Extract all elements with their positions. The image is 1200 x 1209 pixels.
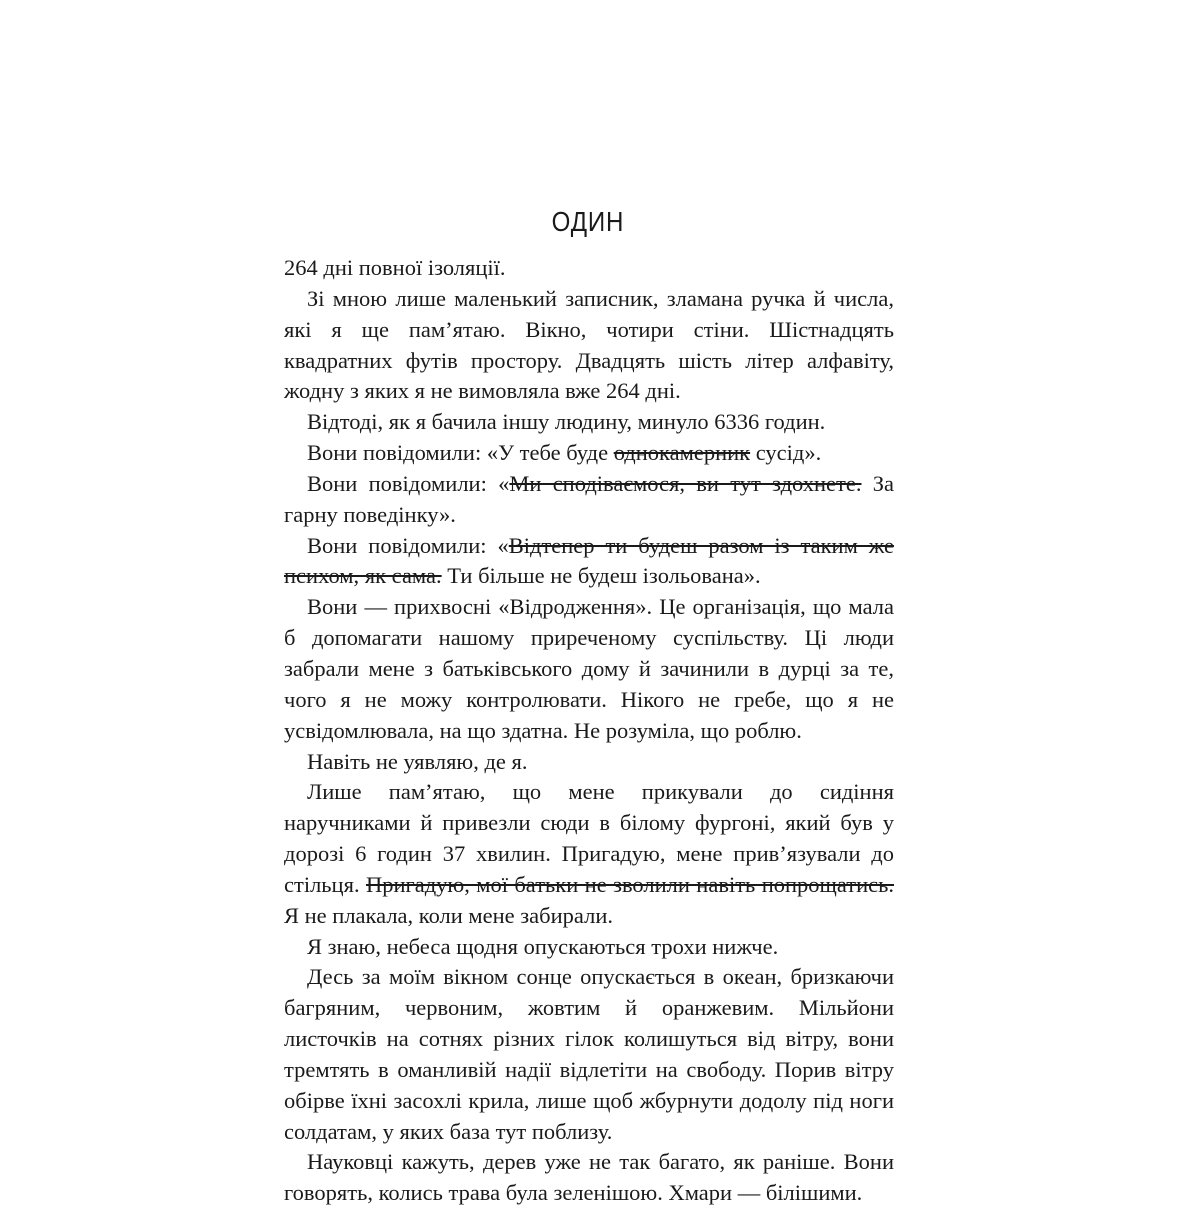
- paragraph-6-text-end: Ти більше не будеш ізольована».: [441, 563, 761, 589]
- paragraph-4-text: Вони повідомили: «У тебе буде: [307, 440, 614, 466]
- struck-text: Ми сподіваємося, ви тут здохнете.: [509, 470, 862, 496]
- paragraph-4-text-end: сусід».: [750, 440, 822, 466]
- paragraph-7: Вони — прихвосні «Відродження». Це організація, що мала б допомагати нашому приреченому суспільству. Ці люди забрали мене з батьківського дому й зачинили в дурці за те, чого я не можу контролювати. Нікого не гребе, що я не усвідомлювала, на що здатна. Не розуміла, що роблю.: [284, 594, 894, 743]
- struck-text: Відтепер ти будеш разом із таким же психом, як сама.: [284, 532, 894, 589]
- paragraph-6: [284, 531, 894, 593]
- paragraph-5-text: Вони повідомили: «: [307, 470, 510, 496]
- paragraph-3: Відтоді, як я бачила іншу людину, минуло 6336 годин.: [307, 409, 826, 435]
- paragraph-9: [284, 777, 894, 931]
- struck-text: однокамерник: [613, 440, 751, 466]
- paragraph-8: Навіть не уявляю, де я.: [307, 748, 528, 774]
- struck-text: Пригадую, мої батьки не зволили навіть попрощатись.: [365, 871, 894, 897]
- paragraph-12: Науковці кажуть, дерев уже не так багато, як раніше. Вони говорять, колись трава була зеленішою. Хмари — білішими.: [284, 1149, 894, 1206]
- paragraph-6-text: Вони повідомили: «: [307, 532, 509, 558]
- paragraph-9-text: Лише пам’ятаю, що мене прикували до сидіння наручниками й привезли сюди в білому фургоні, який був у дорозі 6 годин 37 хвилин. Пригадую, мене прив’язували до стільця.: [284, 779, 894, 897]
- chapter-title: ОДИН: [551, 206, 625, 237]
- paragraph-10: Я знаю, небеса щодня опускаються трохи нижче.: [307, 933, 779, 959]
- paragraph-5: [284, 469, 894, 531]
- paragraph-2: Зі мною лише маленький записник, зламана ручка й числа, які я ще пам’ятаю. Вікно, чотири стіни. Шістнадцять квадратних футів простору. Двадцять шість літер алфавіту, жодну з яких я не вимовляла вже 264 дні.: [284, 285, 894, 404]
- paragraph-4: [284, 438, 894, 469]
- paragraph-11: Десь за моїм вікном сонце опускається в океан, бризкаючи багряним, червоним, жовтим й оранжевим. Мільйони листочків на сотнях різних гілок колишуться від вітру, вони тремтять в оманливій надії відлетіти на свободу. Порив вітру обірве їхні засохлі крила, лише щоб жбурнути додолу під ноги солдатам, у яких база тут поблизу.: [284, 964, 894, 1144]
- paragraph-5-text-end: За гарну поведінку».: [284, 470, 895, 527]
- paragraph-1: 264 дні повної ізоляції.: [284, 255, 506, 280]
- chapter-body: [284, 253, 894, 1209]
- paragraph-9-text-end: Я не плакала, коли мене забирали.: [284, 902, 613, 928]
